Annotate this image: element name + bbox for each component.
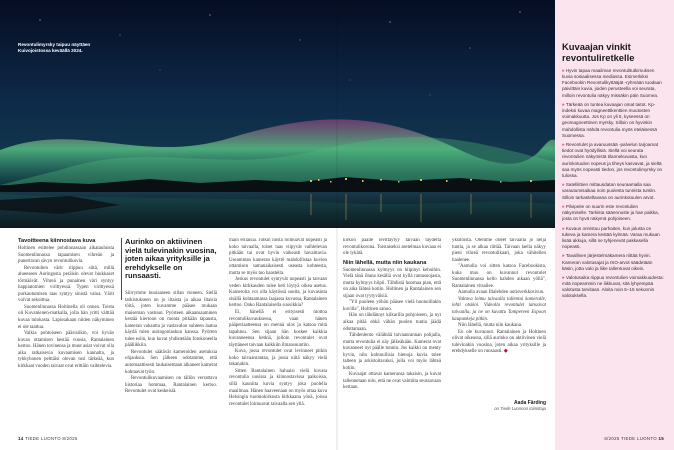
bullet-icon: »	[562, 101, 566, 107]
paragraph: Hän on tähdännyt kiikarilla pohjoiseen, ja nyt aikaa pitää ehkä vähän puolen tuntia jäädä odottamaan.	[343, 313, 441, 332]
tip-item: » Pilvipeite on suurin este revontulien näkymiselle. Tarkista sääennuste ja hae paikka, josta on hyvä näkymä pohjoiseen.	[562, 203, 659, 222]
sidebar-tips	[562, 68, 664, 428]
paragraph: kirkon päälle levittäytyy taivaan täydeltä revontulikorona. Toistaiseksi asetelmaa kuvaaa ei ole lykätä.	[343, 238, 441, 257]
sidebar-title: Kuvaajan vinkit revontuliretkelle	[562, 41, 635, 63]
aurora-illustration	[0, 0, 555, 228]
article-column-1	[18, 238, 114, 426]
paragraph: Valkia pohtoiseen pääsisiikin, voi hyvän kuvan ottamisen kestää vuosia, Rantalainen kertoo. Hänen tovinensa ja muut asiat voivat olla aika ratkaisevia kuvaamisen kannalta, ja tyhkyhonen pelttäisi olevan tosi tärkeää, kun kirkkaat vuoden taivaat ovat erittäin vaihtelevia.	[18, 331, 114, 369]
author-signature	[462, 400, 546, 411]
end-mark-icon: ◆	[503, 349, 508, 355]
author-name: Aada Färding	[514, 400, 546, 406]
paragraph: Suomenlinnassa Holtinella oli onnea. Toista oli Kuvanienen-matkalla, jolla hän yritti välttää kuvaa tulokasta. Lapissakaan niiden näkyminen ei ole taattua.	[18, 304, 114, 330]
closing-paragraph: En ole kuvannut. Rantalainen ja Holtinen olivat oikeassa, sillä aurinko on aktiivinen vielä tulevinakin vuosina, joten aikaa yrityksille ja erehdykselle on runsaasti.	[452, 329, 546, 355]
bullet-icon: »	[562, 275, 566, 280]
tip-item: » Hyvin tapaa maailman revontulitutkimuksen kuvia sosiaalisessa mediassa. Esimerkiksi Facebookin Revontulikyttääjät -ryhmään tuodaan päivittäin kuvia, joiden perusteella voi seurata, milloin revontulia näkyy missäkin päin Suomea.	[562, 68, 662, 98]
paragraph: Kuvaajat ottavat kameransa takaisin, ja kuvat tallennetaan niin, että ne ovat valmiita seuraavaan kertaan.	[343, 372, 441, 391]
section-heading: Niin lähellä, mutta niin kaukana	[343, 259, 427, 266]
paragraph: Valtava loimu taivaalla tallentui kameralle, lehti otsikoi. Videolla revontulet tanssivat taivaalla, ja ne on kuvattu Tampereen Espoon kaupunkeja pitkin.	[452, 296, 546, 322]
paragraph: Revontulikuvaamisen on tällön verrattava historiaa hommaa, Rantalainen kertoo. Revontulet ovat keskeisiä.	[125, 376, 217, 395]
paragraph: mäin erilaisia. Jotkin niistä loimuavat nopeasti ja koko taivaalla, toiset taas viipyvät vaihtelevan pitkään tai ovat hyvin vaikeasti havaittavia. Useamman kameran käyttö mahdollistaa kuvien ottamisen samanaikaisesti useasta kohteesta, mutta se myös tuo haasteita.	[229, 238, 327, 276]
magazine-name-right: 8/2025 TIEDE LUONTO	[604, 436, 657, 441]
bullet-icon: »	[562, 225, 566, 231]
page-number-left: 14	[18, 436, 24, 441]
section-heading: Tavoitteena kiinnostava kuva	[18, 238, 96, 244]
bullet-icon: »	[562, 142, 566, 148]
tip-item: » Valotusaika riippuu revontulien voimakkuudesta: mitä nopeammin ne liikkuvat, sitä lyhyempää valotusta tarvitaan. Aloita noin 5–15 sekunnin valotuksella.	[562, 275, 664, 299]
paragraph: Siirrymme huoiaaseen sillan vieneen. Siellä tarkistukseen on jo iltaista ja aikaa iltaisia töitä, joten kuvamme pääsee mukaan maiseman vastuun. Pyörteen aikaansaaminen kestää kiertoon on monta pitkään tapausta, kameran vakautta ja vastavalon suhteen laatua käydä tulen auringonlaskun kanssa. Pyörten tulee esiin, kun kuvat yhdistetään fotokoneella pääliikkiin.	[125, 290, 217, 349]
paragraph: "Aamulla voi sitten katsoa Facebookista, kuka muu on kuvannut revontulet Suomenlinnassa kello kahden aikaan yöllä", Rantalainen vitsailee.	[452, 264, 546, 289]
paragraph: Niin lähellä, mutta niin kaukana.	[458, 323, 523, 329]
tip-item: » Kuvaus onnistuu parhaiten, kun jalusta on tukeva ja kamera kestää kylmää. Varaa mukaan lisää akkuja, sillä ne tyhjenevät pakkasella nopeasti.	[562, 225, 660, 249]
paragraph: Suomenlinnassa kylmyys on hiipinyt kehoihin. Vielä tänä iltana kesällä ovat kyllä rantasuojasta, mutta kylmyys hiipii. Tähdistä huomaa pian, että on aika lähteä kotiin. Holtinen ja Rantalainen sen sijaan ovat tyytyväisiä.	[343, 267, 441, 299]
paragraph: Revontulet säätävät kameroiden asetuksia ohjauksia. Sen jälkeen odotamme, että automaattisesti laukaisemaan alkaneet kamerat kohtaavat työn.	[125, 349, 217, 375]
paragraph: Revontulien värit riippuu siitä, millä alueeseen Auringosta peräisin olevat hiukkaset törmäävät. Vihreä ja punainen väri syntyy happiatomien virittyessä. Typen virittyessä purkautumisen taas syntyy sinistä valoa. Värit voivat sekoittua.	[18, 265, 114, 304]
paragraph: "Yli puoleen yöhön pääsee vielä huonoillakin kuvilla", Holtinen sanoo.	[343, 300, 441, 312]
bullet-icon: »	[562, 68, 566, 73]
tip-item: » Revontulet ja avaruussää -palvelun tarjoamat tiedot ovat hyödyllisiä. Siellä voi seurata revontulien näkymistä tilannekuvasta, kun aurinkotuulen nopeus ja tiheys kasvavat, ja sieltä saa myös nopeasti tiedon, jos revontulimyrsky on tulossa.	[562, 142, 663, 178]
author-role: on Tiede Luonnon toimittaja	[494, 406, 546, 411]
paragraph: Kuva, jossa revontulet ovat levinneet pitkin koko taivaanrantaa, ja jossa niitä näkyy vielä takanakin.	[229, 349, 327, 368]
magazine-name-left: TIEDE LUONTO 8/2025	[24, 436, 78, 441]
paragraph: Tähdenlento välähtää taivaanrannan pohjalla, mutta revontulia ei näy jälkeäkään. Kamerat ovat kuvanneet nyt päälle tunnin. Jos kaikki on menty hyvin, niin kohtuullisia hienoja kuvia tulee talteen ja arkistoitavaksi, jolla voi myös lähteä kotiin.	[343, 333, 441, 371]
paragraph: yksitoista. Olemme olleet taivaalla jo neljä tuntia, ja se alkaa riittää. Taivaan laella näkyy pieni vihreä revontulikaari, joka vähitellen haalenee.	[452, 238, 546, 263]
page-gutter	[336, 0, 338, 450]
bullet-icon: »	[562, 253, 566, 259]
paragraph: Joskus revontulet syntyvät nopeasti ja taivaan veden kirkkauden tulee heti löytyä oikea asetus. Kameroita voi olla käytössä useita, ja kuvasinta sisällä kohtaamassa laajassa kuvassa, Rantalainen kertoo. Onko Rantalaisella suosikkia?	[229, 277, 327, 309]
bullet-icon: »	[562, 203, 566, 209]
paragraph: Ei, hänellä ei erityisesti mottoa revontulikuvauksessa, vaan hänen pääperiaatteensa on mennä ulos ja katsoa mitä tapahtuu. Sen sijaan hän koskee kaikkia kuvanneensa hetkiä, jolloin revontulet ovat täyttäneet taivaan kaikkiin ilmansuuntiin.	[229, 310, 327, 348]
bullet-icon: »	[562, 182, 566, 188]
photo-caption: Revontulimyrsky taipuu näyttäen Kuivojoistossa keväällä 2024.	[18, 42, 91, 53]
aurora-photo	[0, 0, 555, 228]
paragraph	[452, 330, 546, 356]
tip-item: » Satelliittien mittausdatan seuraamalla saa varautumisaikaa noin puolesta tunnista tuntiin. Silloin tarkasteltavana on aurinkotuulen arvot.	[562, 182, 657, 200]
article-column-3	[229, 238, 327, 426]
tip-item: » Tärkeää on tuntea kuvaajan omat taitot. Kp-indeksi kuvaa magneettikenttien muutosten voimakkuutta. Jos Kp on yli 5, kyseessä on geomagneettinen myrsky. Silloin on hyvinkin mahdollista nähdä revontulia myös eteläisessä Suomessa.	[562, 101, 657, 138]
paragraph: Sitten Rantalainen haluaisi vielä kuvata revontulia uusissa ja kiinnostavissa paikoissa, sillä kauniita kuvia syntyy joka puolella maailmaa. Hänen haaveenaan on myös ottaa kuva Helsingin tuomiokirkosta kirkkaana yönä, joissa revontulet loimuavat taivaalla sen yllä.	[229, 368, 327, 407]
tip-item: » Tavallinen järjestelmäkamera riittää hyvin. Kameran valotusajat ja ISO-arvot säädetään käsin, jotta valo ja liike tallentuvat oikein.	[562, 253, 653, 271]
footer-right	[604, 436, 664, 441]
article-column-2	[121, 238, 217, 426]
paragraph: Holtinen esittelee pohdinnassaan aikatauluista Suomenlinnassa tapaamisen vihreän ja punertavan sävyn revontulikuvia.	[18, 246, 114, 265]
article-column-4	[343, 238, 441, 426]
article-column-5	[452, 238, 546, 398]
pull-quote: Aurinko on aktiivinen vielä tulevinakin vuosina, joten aikaa yrityksille ja erehdykselle on runsaasti.	[125, 238, 217, 281]
page-number-right: 15	[658, 436, 664, 441]
footer-left	[18, 436, 78, 441]
paragraph: Aamulla avaan Iltalehden uutisverkkosivun.	[458, 290, 545, 296]
